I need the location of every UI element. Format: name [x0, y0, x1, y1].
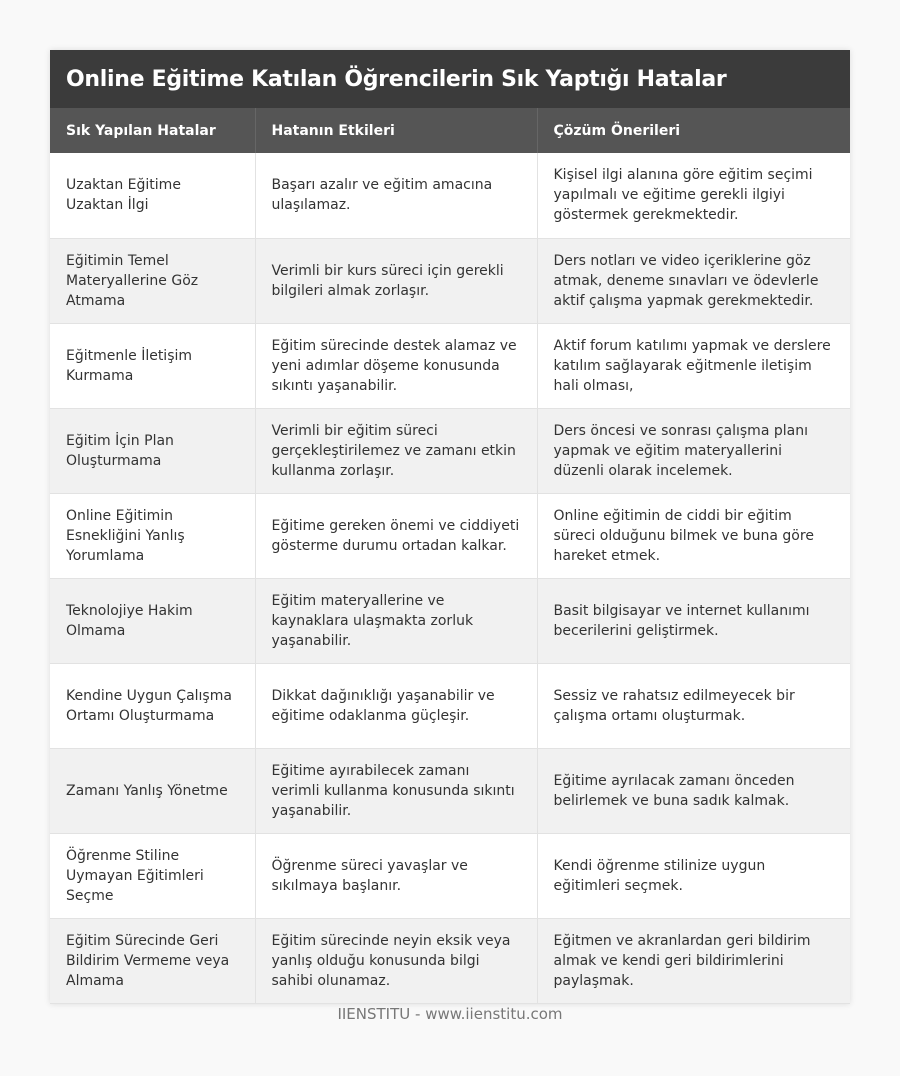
cell-effect: Verimli bir eğitim süreci gerçekleştirilemez ve zamanı etkin kullanma zorlaşır.	[255, 408, 537, 493]
cell-solution: Ders öncesi ve sonrası çalışma planı yapmak ve eğitim materyallerini düzenli olarak incelemek.	[537, 408, 850, 493]
cell-solution: Sessiz ve rahatsız edilmeyecek bir çalışma ortamı oluşturmak.	[537, 663, 850, 748]
cell-effect: Eğitim sürecinde neyin eksik veya yanlış olduğu konusunda bilgi sahibi olunamaz.	[255, 918, 537, 1003]
cell-effect: Eğitime ayırabilecek zamanı verimli kullanma konusunda sıkıntı yaşanabilir.	[255, 748, 537, 833]
cell-effect: Öğrenme süreci yavaşlar ve sıkılmaya başlanır.	[255, 833, 537, 918]
table-header	[50, 108, 850, 153]
table-row	[50, 493, 850, 578]
cell-effect: Eğitim materyallerine ve kaynaklara ulaşmakta zorluk yaşanabilir.	[255, 578, 537, 663]
cell-effect: Başarı azalır ve eğitim amacına ulaşılamaz.	[255, 153, 537, 238]
cell-solution: Ders notları ve video içeriklerine göz atmak, deneme sınavları ve ödevlerle aktif çalışma yapmak gerekmektedir.	[537, 238, 850, 323]
page-title: Online Eğitime Katılan Öğrencilerin Sık Yaptığı Hatalar	[66, 66, 727, 92]
cell-solution: Aktif forum katılımı yapmak ve derslere katılım sağlayarak eğitmenle iletişim hali olması,	[537, 323, 850, 408]
table-body	[50, 153, 850, 1003]
table-card	[50, 50, 850, 1004]
table-row	[50, 153, 850, 238]
table-row	[50, 238, 850, 323]
table-row	[50, 918, 850, 1003]
title-bar	[50, 50, 850, 108]
cell-mistake: Eğitmenle İletişim Kurmama	[50, 323, 255, 408]
cell-mistake: Teknolojiye Hakim Olmama	[50, 578, 255, 663]
column-header-mistakes: Sık Yapılan Hatalar	[50, 108, 255, 153]
cell-solution: Basit bilgisayar ve internet kullanımı becerilerini geliştirmek.	[537, 578, 850, 663]
cell-mistake: Zamanı Yanlış Yönetme	[50, 748, 255, 833]
column-header-effects: Hatanın Etkileri	[255, 108, 537, 153]
cell-mistake: Eğitimin Temel Materyallerine Göz Atmama	[50, 238, 255, 323]
cell-mistake: Uzaktan Eğitime Uzaktan İlgi	[50, 153, 255, 238]
cell-mistake: Online Eğitimin Esnekliğini Yanlış Yorumlama	[50, 493, 255, 578]
cell-mistake: Eğitim İçin Plan Oluşturmama	[50, 408, 255, 493]
column-header-solutions: Çözüm Önerileri	[537, 108, 850, 153]
cell-mistake: Kendine Uygun Çalışma Ortamı Oluşturmama	[50, 663, 255, 748]
cell-solution: Eğitmen ve akranlardan geri bildirim almak ve kendi geri bildirimlerini paylaşmak.	[537, 918, 850, 1003]
table-row	[50, 578, 850, 663]
cell-effect: Eğitime gereken önemi ve ciddiyeti gösterme durumu ortadan kalkar.	[255, 493, 537, 578]
cell-effect: Dikkat dağınıklığı yaşanabilir ve eğitime odaklanma güçleşir.	[255, 663, 537, 748]
cell-solution: Kendi öğrenme stilinize uygun eğitimleri seçmek.	[537, 833, 850, 918]
cell-mistake: Eğitim Sürecinde Geri Bildirim Vermeme veya Almama	[50, 918, 255, 1003]
cell-effect: Eğitim sürecinde destek alamaz ve yeni adımlar döşeme konusunda sıkıntı yaşanabilir.	[255, 323, 537, 408]
errors-table	[50, 108, 850, 1004]
cell-mistake: Öğrenme Stiline Uymayan Eğitimleri Seçme	[50, 833, 255, 918]
table-row	[50, 408, 850, 493]
cell-solution: Eğitime ayrılacak zamanı önceden belirlemek ve buna sadık kalmak.	[537, 748, 850, 833]
footer-credit: IIENSTITU - www.iienstitu.com	[337, 1005, 563, 1023]
table-row	[50, 748, 850, 833]
table-row	[50, 833, 850, 918]
table-row	[50, 663, 850, 748]
header-row	[50, 108, 850, 153]
cell-solution: Kişisel ilgi alanına göre eğitim seçimi yapılmalı ve eğitime gerekli ilgiyi göstermek gerekmektedir.	[537, 153, 850, 238]
table-row	[50, 323, 850, 408]
cell-solution: Online eğitimin de ciddi bir eğitim süreci olduğunu bilmek ve buna göre hareket etmek.	[537, 493, 850, 578]
cell-effect: Verimli bir kurs süreci için gerekli bilgileri almak zorlaşır.	[255, 238, 537, 323]
